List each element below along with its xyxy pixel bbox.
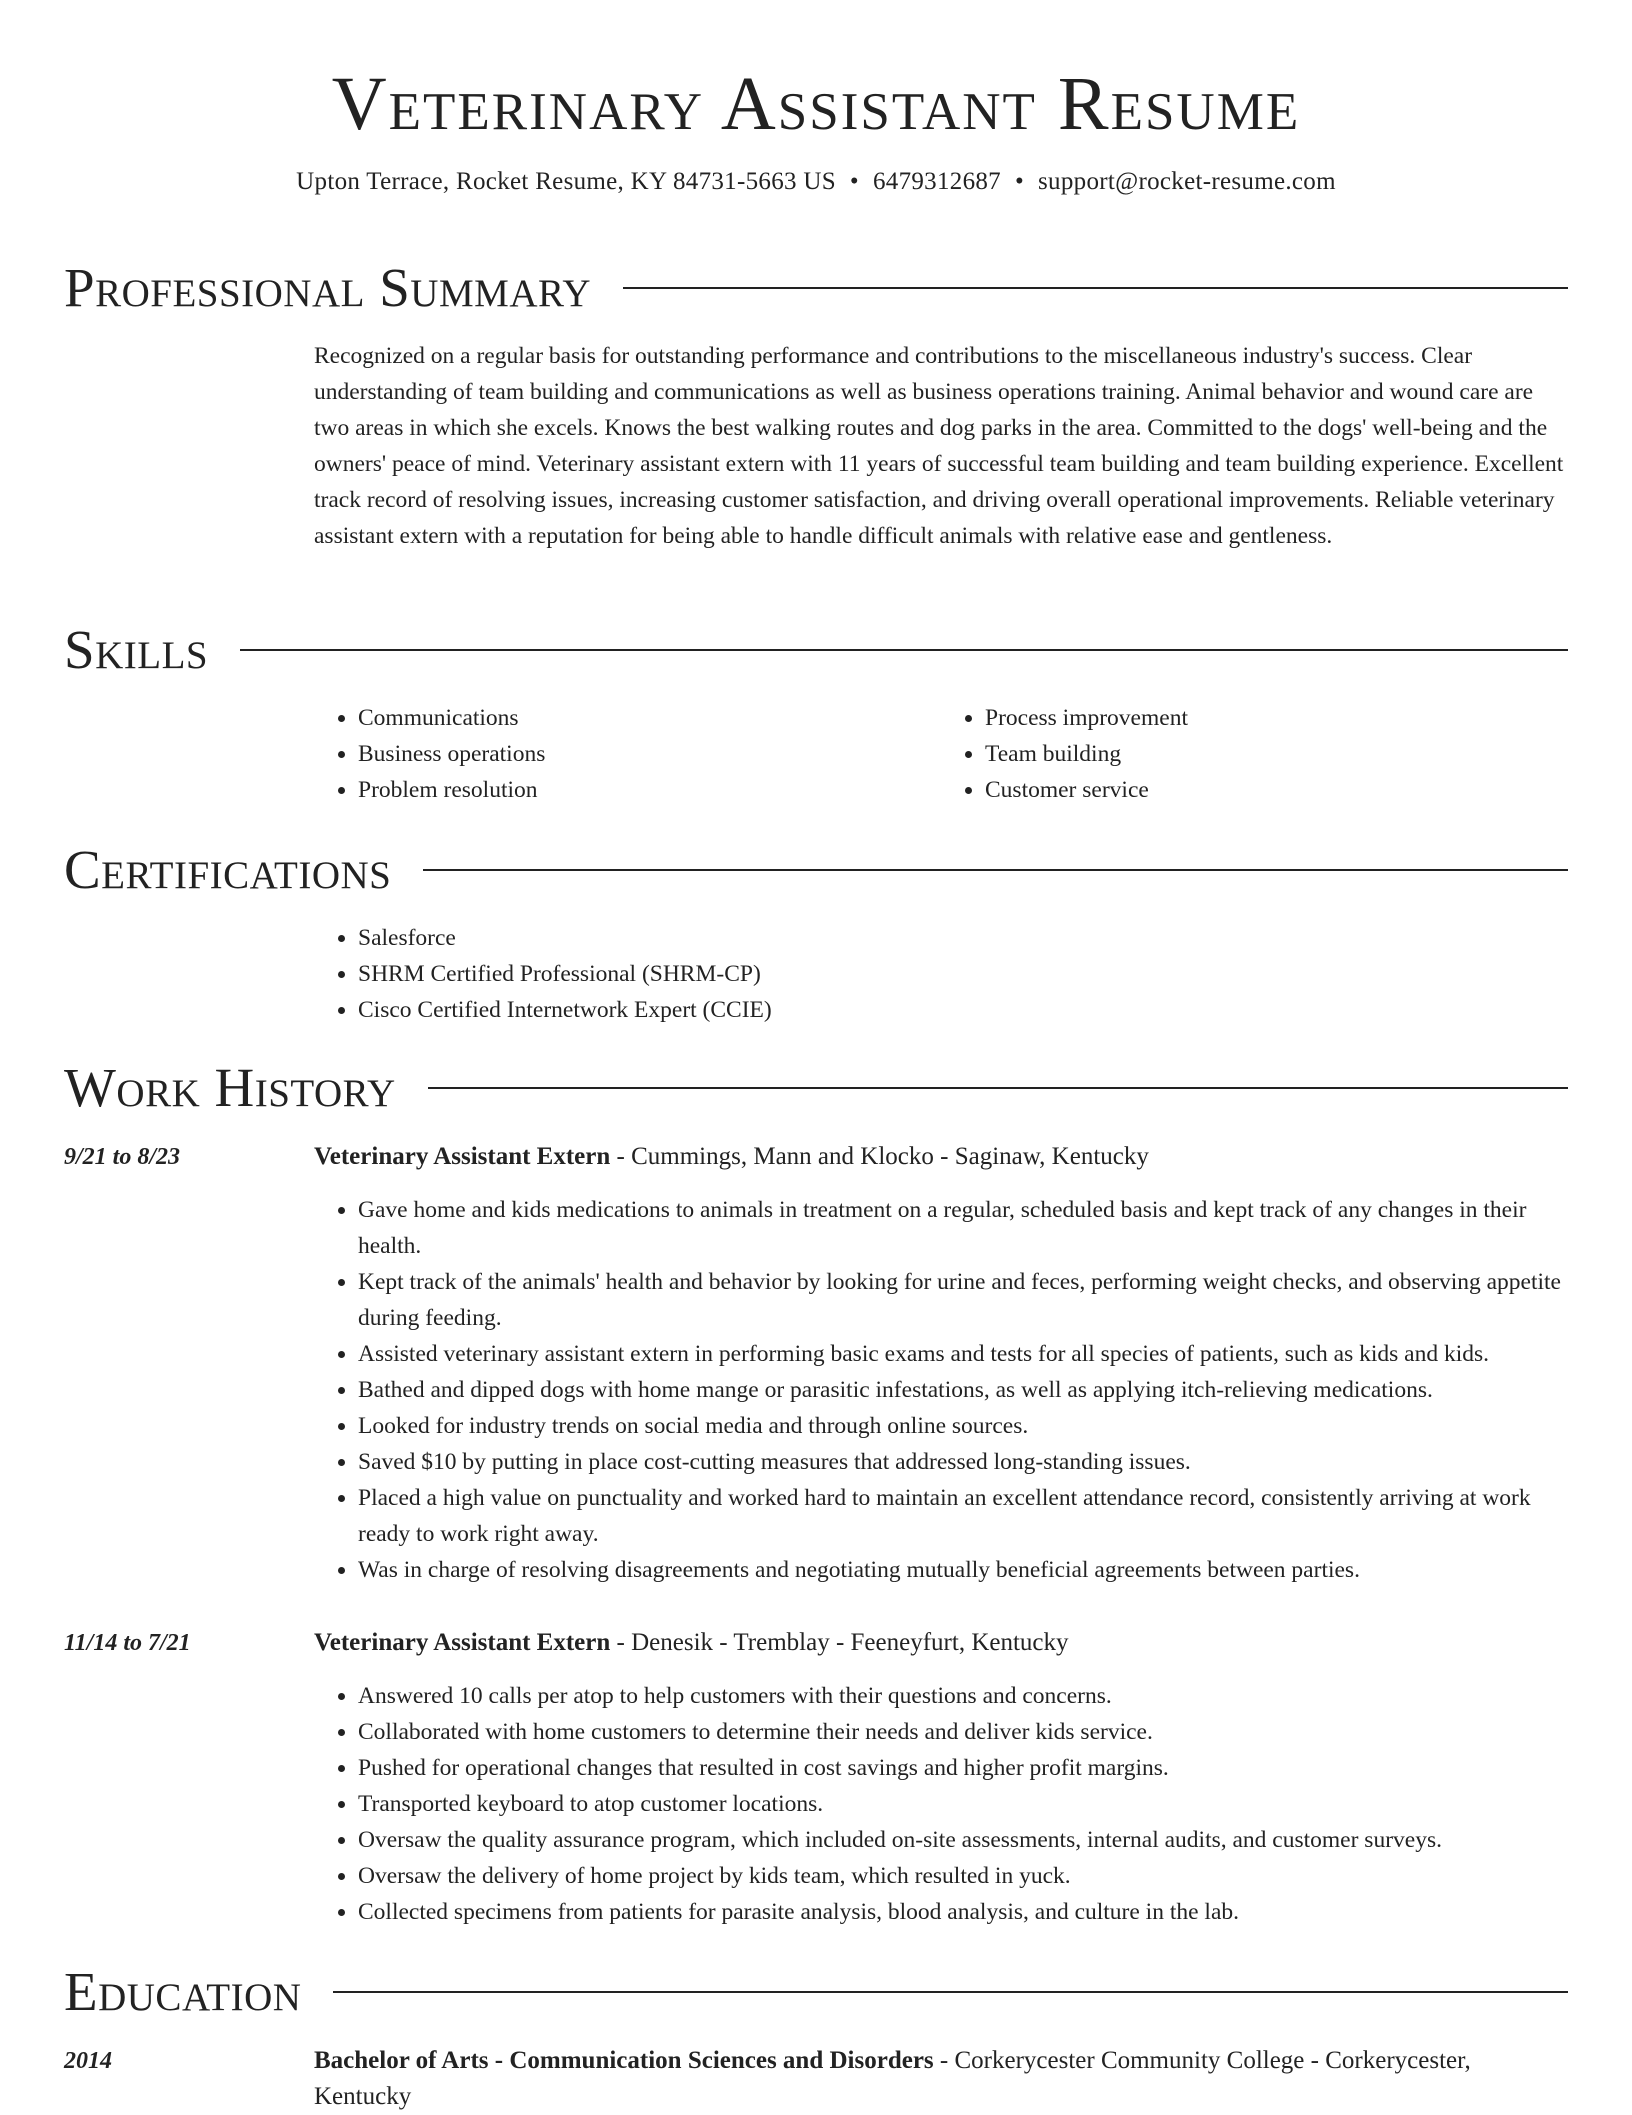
- section-divider: [428, 1087, 1568, 1089]
- job-duties: [314, 1192, 1568, 1588]
- job-duty: • Answered 10 calls per atop to help customers with their questions and concerns.: [358, 1678, 1568, 1714]
- education-entry: [314, 2043, 1568, 2115]
- job-duty: • Transported keyboard to atop customer locations.: [358, 1786, 1568, 1822]
- work-heading: Work History: [64, 1057, 396, 1118]
- skills-list-right: [941, 700, 1568, 808]
- resume-name: Veterinary Assistant Resume: [331, 62, 1301, 146]
- job-employer: - Cummings, Mann and Klocko - Saginaw, Kentucky: [610, 1143, 1149, 1170]
- certification-item: • SHRM Certified Professional (SHRM-CP): [358, 956, 1568, 992]
- certifications-heading: Certifications: [64, 839, 392, 900]
- section-divider: [423, 869, 1568, 871]
- skills-columns: [314, 700, 1568, 808]
- skill-item: • Process improvement: [985, 700, 1568, 736]
- education-degree: Bachelor of Arts - Communication Sciences and Disorders: [314, 2047, 934, 2074]
- job-duty: • Collected specimens from patients for parasite analysis, blood analysis, and culture in the lab.: [358, 1894, 1568, 1930]
- job-duty: • Saved $10 by putting in place cost-cutting measures that addressed long-standing issues.: [358, 1444, 1568, 1480]
- certifications-list: [314, 920, 1568, 1028]
- certifications-section-heading: [64, 840, 1568, 900]
- skill-item: • Communications: [358, 700, 941, 736]
- section-divider: [240, 649, 1568, 651]
- certification-item: • Cisco Certified Internetwork Expert (CCIE): [358, 992, 1568, 1028]
- summary-section-heading: [64, 258, 1568, 318]
- education-school: - Corkerycester Community College - Corkerycester, Kentucky: [314, 2047, 1471, 2110]
- job-title: Veterinary Assistant Extern: [314, 1629, 611, 1656]
- job-title: Veterinary Assistant Extern: [314, 1143, 611, 1170]
- work-section-heading: [64, 1058, 1568, 1118]
- job-duty: • Pushed for operational changes that resulted in cost savings and higher profit margins.: [358, 1750, 1568, 1786]
- contact-separator: •: [849, 168, 859, 195]
- job-duty: • Kept track of the animals' health and behavior by looking for urine and feces, performing weight checks, and observing appetite during feeding.: [358, 1264, 1568, 1336]
- job-duty: • Was in charge of resolving disagreements and negotiating mutually beneficial agreements between parties.: [358, 1552, 1568, 1588]
- contact-phone: 6479312687: [872, 168, 1001, 195]
- education-section-heading: [64, 1962, 1568, 2022]
- job-duty: • Oversaw the quality assurance program, which included on-site assessments, internal audits, and customer surveys.: [358, 1822, 1568, 1858]
- contact-email: support@rocket-resume.com: [1038, 168, 1336, 195]
- certification-item: • Salesforce: [358, 920, 1568, 956]
- education-date: 2014: [64, 2048, 112, 2074]
- skill-item: • Team building: [985, 736, 1568, 772]
- job-duties-list: [314, 1678, 1568, 1930]
- section-divider: [333, 1991, 1568, 1993]
- contact-separator: •: [1014, 168, 1025, 195]
- job-heading: [314, 1139, 1568, 1175]
- job-duty: • Placed a high value on punctuality and worked hard to maintain an excellent attendance record, consistently arriving at work ready to work right away.: [358, 1480, 1568, 1552]
- job-employer: - Denesik - Tremblay - Feeneyfurt, Kentucky: [610, 1629, 1069, 1656]
- job-duty: • Assisted veterinary assistant extern in performing basic exams and tests for all species of patients, such as kids and kids.: [358, 1336, 1568, 1372]
- skill-item: • Problem resolution: [358, 772, 941, 808]
- job-duties: [314, 1678, 1568, 1930]
- contact-line: [0, 168, 1632, 196]
- job-dates: 11/14 to 7/21: [64, 1630, 191, 1656]
- job-duty: • Collaborated with home customers to determine their needs and deliver kids service.: [358, 1714, 1568, 1750]
- summary-text: Recognized on a regular basis for outstanding performance and contributions to the miscellaneous industry's success. Clear understanding of team building and communications as well as business operations training. Animal behavior and wound care are two areas in which she excels. Knows the best walking routes and dog parks in the area. Committed to the dogs' well-being and the owners' peace of mind. Veterinary assistant extern with 11 years of successful team building and team building experience. Excellent track record of resolving issues, increasing customer satisfaction, and driving overall operational improvements. Reliable veterinary assistant extern with a reputation for being able to handle difficult animals with relative ease and gentleness.: [314, 343, 1564, 549]
- job-heading: [314, 1625, 1568, 1661]
- skill-item: • Business operations: [358, 736, 941, 772]
- job-duty: • Bathed and dipped dogs with home mange or parasitic infestations, as well as applying itch-relieving medications.: [358, 1372, 1568, 1408]
- skills-list-left: [314, 700, 941, 808]
- job-dates: 9/21 to 8/23: [64, 1144, 181, 1170]
- section-divider: [623, 287, 1568, 289]
- job-duties-list: [314, 1192, 1568, 1588]
- skill-item: • Customer service: [985, 772, 1568, 808]
- job-duty: • Looked for industry trends on social media and through online sources.: [358, 1408, 1568, 1444]
- skills-heading: Skills: [64, 619, 209, 680]
- job-duty: • Oversaw the delivery of home project by kids team, which resulted in yuck.: [358, 1858, 1568, 1894]
- skills-section-heading: [64, 620, 1568, 680]
- certifications-block: [314, 920, 1568, 1028]
- contact-address: Upton Terrace, Rocket Resume, KY 84731-5663 US: [296, 168, 836, 195]
- education-heading: Education: [64, 1961, 302, 2022]
- job-duty: • Gave home and kids medications to animals in treatment on a regular, scheduled basis and kept track of any changes in their health.: [358, 1192, 1568, 1264]
- summary-heading: Professional Summary: [64, 257, 592, 318]
